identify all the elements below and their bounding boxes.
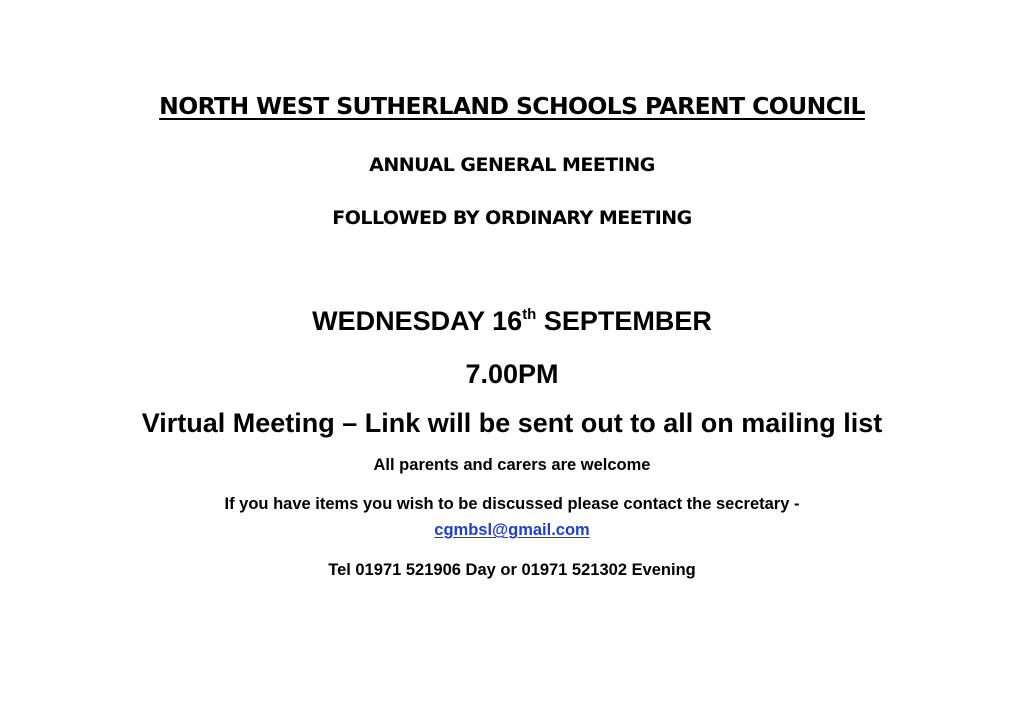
items-contact-note: If you have items you wish to be discussed please contact the secretary - bbox=[224, 495, 800, 513]
meeting-date bbox=[0, 306, 1024, 337]
email-line bbox=[0, 521, 1024, 540]
date-suffix: SEPTEMBER bbox=[536, 306, 712, 336]
council-title: NORTH WEST SUTHERLAND SCHOOLS PARENT COUNCIL bbox=[159, 92, 865, 120]
date-ordinal: th bbox=[522, 306, 537, 323]
meeting-time: 7.00PM bbox=[465, 359, 559, 389]
agm-subtitle: ANNUAL GENERAL MEETING bbox=[369, 154, 655, 176]
telephone-numbers: Tel 01971 521906 Day or 01971 521302 Evening bbox=[328, 561, 696, 579]
ordinary-meeting-subtitle: FOLLOWED BY ORDINARY MEETING bbox=[332, 207, 692, 229]
virtual-meeting-note: Virtual Meeting – Link will be sent out to all on mailing list bbox=[141, 408, 883, 438]
date-prefix: WEDNESDAY 16 bbox=[312, 306, 523, 336]
welcome-note: All parents and carers are welcome bbox=[373, 456, 651, 474]
secretary-email-link[interactable]: cgmbsl@gmail.com bbox=[434, 521, 590, 539]
